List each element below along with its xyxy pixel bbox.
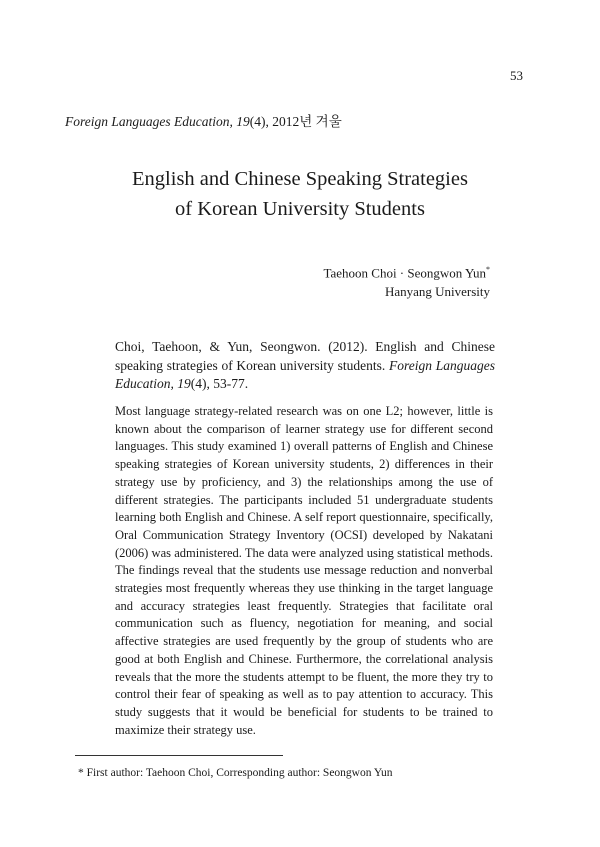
citation-lead: Choi, Taehoon, & Yun, Seongwon. (2012). English and Chinese speaking strategies of Korean university students. — [115, 339, 495, 373]
author-footnote-mark: * — [486, 265, 490, 274]
author-names-line — [323, 260, 490, 282]
title-line-2: of Korean University Students — [175, 198, 425, 220]
citation-tail: (4), 53-77. — [190, 376, 249, 391]
journal-name: Foreign Languages Education, — [65, 114, 233, 129]
author-names: Taehoon Choi · Seongwon Yun — [323, 265, 486, 281]
citation — [115, 338, 495, 394]
journal-volume: 19 — [236, 114, 250, 129]
journal-header — [65, 110, 342, 130]
author-affiliation: Hanyang University — [384, 284, 490, 300]
title-line-1: English and Chinese Speaking Strategies — [132, 168, 468, 190]
journal-issue-year: (4), 2012년 겨울 — [249, 114, 342, 129]
author-block — [323, 260, 490, 301]
paper-title — [0, 164, 600, 224]
citation-journal: Foreign Languages Education, 19 — [115, 357, 495, 391]
footnote: * First author: Taehoon Choi, Corresponding author: Seongwon Yun — [78, 767, 393, 779]
abstract: Most language strategy-related research was on one L2; however, little is known about the comparison of learner strategy use for different second languages. This study examined 1) overall patterns of English and Chinese speaking strategies of Korean university students, 2) differences in their strategy use by proficiency, and 3) the relationships among the use of different strategies. The participants included 51 undergraduate students learning both English and Chinese. A self report questionnaire, specifically, Oral Communication Strategy Inventory (OCSI) developed by Nakatani (2006) was administered. The data were analyzed using statistical methods. The findings reveal that the students use message reduction and nonverbal strategies most frequently whereas they use thinking in the target language and accuracy strategies least frequently. Strategies that facilitate oral communication such as fluency, negotiation for meaning, and social affective strategies are used frequently by the group of students who are good at both English and Chinese. Furthermore, the correlational analysis reveals that the more the students attempt to be fluent, the more they try to control their fear of speaking as well as to pay attention to accuracy. This study suggests that it would be beneficial for students to be trained to maximize their strategy use. — [115, 404, 493, 737]
footnote-divider — [75, 755, 283, 756]
page-number: 53 — [510, 68, 523, 83]
